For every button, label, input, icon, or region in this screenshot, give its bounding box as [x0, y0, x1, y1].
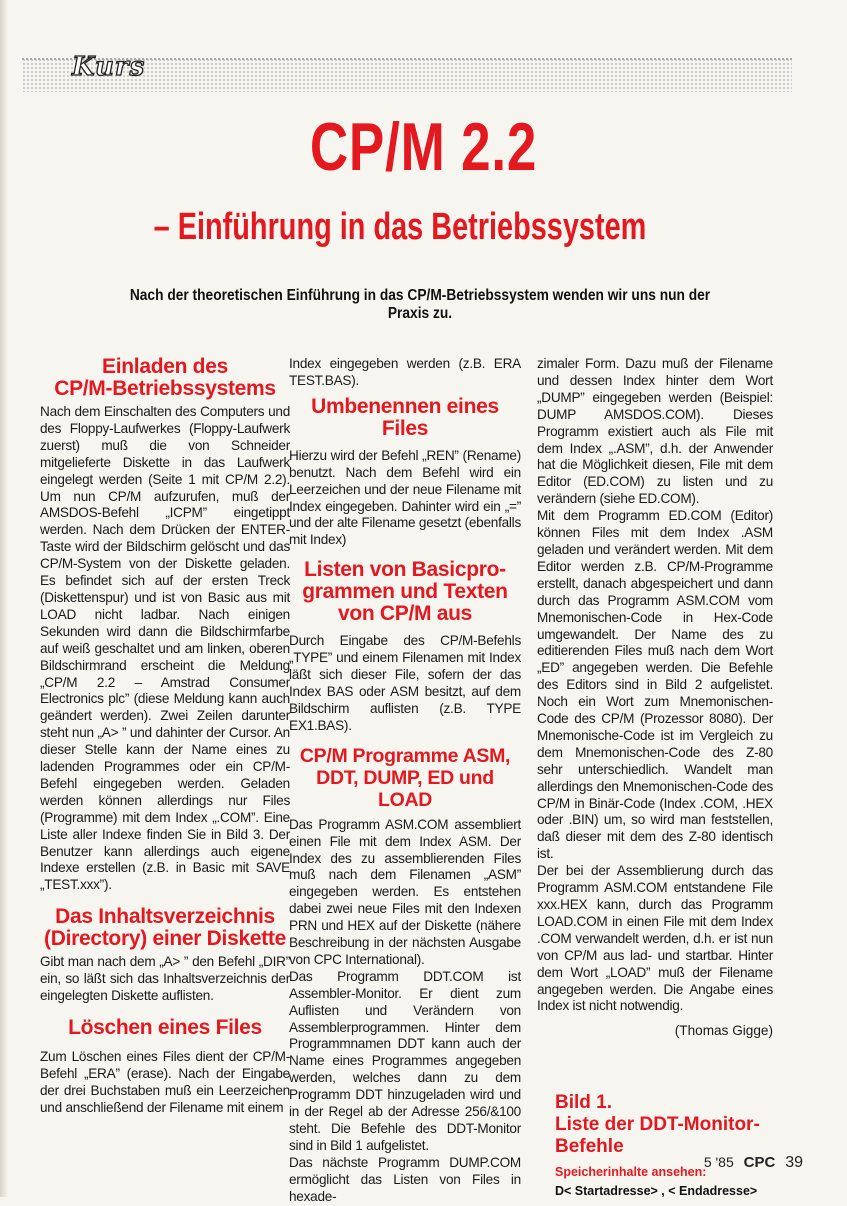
paragraph-dump: Das nächste Programm DUMP.COM ermöglicht das Listen von Files in hexade-	[289, 1154, 521, 1204]
paragraph-ed: Mit dem Programm ED.COM (Editor) können Files mit dem Index .ASM geladen und verändert werden. Mit dem Editor werden z.B. CP/M-Programme erstellt, danach abgespeichert und dann durch das Programm ASM.COM vom Mnemonischen-Code in Hex-Code umgewandelt. Der Name des zu editierenden Files muß nach dem Wort „ED” angegeben werden. Die Befehle des Editors sind in Bild 2 aufgelistet. Noch ein Wort zum Mnemonischen-Code des CP/M (Prozessor 8080). Der Mnemonische-Code ist im Vergleich zu dem Mnemonischen-Code des Z-80 sehr unterschiedlich. Wandelt man allerdings den Mnemonischen-Code des CP/M in Binär-Code (Index .COM, .HEX oder .BIN) um, so wird man feststellen, daß dieser mit dem des Z-80 identisch ist.	[537, 508, 773, 862]
paragraph-load: Der bei der Assemblierung durch das Programm ASM.COM entstandene File xxx.HEX kann, durch das Programm LOAD.COM in einen File mit dem Index .COM verwandelt werden, d.h. er ist nun von CP/M aus lad- und startbar. Hinter dem Wort „LOAD” muß der Filename angegeben werden. Die Angabe eines Index ist nicht notwendig.	[537, 863, 773, 1014]
heading-line: grammen und Texten	[302, 580, 508, 604]
figure-1-title: Befehle	[555, 1136, 624, 1158]
heading-umbenennen	[289, 396, 521, 440]
paragraph-dump-cont: zimaler Form. Dazu muß der Filename und dessen Index hinter dem Wort „DUMP” eingegeben werden (Beispiel: DUMP AMSDOS.COM). Dieses Programm existiert auch als File mit dem Index „.ASM”, d.h. der Anwender hat die Möglichkeit diesen, File mit dem Editor (ED.COM) zu listen und zu verändern (siehe ED.COM).	[537, 356, 773, 507]
paragraph-listen: Durch Eingabe des CP/M-Befehls „TYPE” und einem Filenamen mit Index läßt sich dieser File, sofern der das Index BAS oder ASM besitzt, auf dem Bildschirm auflisten (z.B. TYPE EX1.BAS).	[289, 633, 521, 733]
article-lead: Nach der theoretischen Einführung in das CP/M-Betriebssystem wenden wir uns nun der Praxis zu.	[129, 287, 711, 322]
heading-line: Das Inhaltsverzeichnis	[55, 905, 275, 929]
text-column-2	[289, 356, 521, 1206]
figure-1-title: Liste der DDT-Monitor-	[555, 1114, 760, 1136]
heading-line: Umbenennen eines Files	[311, 394, 499, 440]
paragraph-umbenennen: Hierzu wird der Befehl „REN” (Rename) benutzt. Nach dem Befehl wird ein Leerzeichen und der neue Filename mit Index eingegeben. Dahinter wird ein „=” und der alte Filename gesetzt (ebenfalls mit Index)	[289, 447, 521, 548]
heading-line: Löschen eines Files	[68, 1016, 262, 1039]
paragraph-einladen: Nach dem Einschalten des Computers und des Floppy-Laufwerkes (Floppy-Laufwerk zuerst) muß die von Schneider mitgelieferte Diskette in das Laufwerk eingelegt werden (Seite 1 mit CP/M 2.2). Um nun CP/M aufzurufen, muß der AMSDOS-Befehl „ICPM” eingetippt werden. Nach dem Drücken der ENTER-Taste wird der Bildschirm gelöscht und das CP/M-System von der Diskette geladen. Es befindet sich auf der ersten Treck (Diskettenspur) und ist von Basic aus mit LOAD nicht ladbar. Nach einigen Sekunden wird dann die Bildschirmfarbe auf weiß geschaltet und am linken, oberen Bildschirmrand erscheint die Meldung „CP/M 2.2 – Amstrad Consumer Electronics plc” (diese Meldung kann auch geändert werden). Zwei Zeilen darunter steht nun „A> ” und dahinter der Cursor. An dieser Stelle kann der Name eines zu ladenden Programmes oder ein CP/M-Befehl eingegeben werden. Geladen werden können allerdings nur Files (Programme) mit dem Index „.COM”. Eine Liste aller Indexe finden Sie in Bild 3. Der Benutzer kann allerdings auch eigene Indexe erstellen (z.B. in Basic mit SAVE „TEST.xxx”).	[40, 404, 290, 893]
heading-programme	[289, 745, 521, 811]
heading-line: von CP/M aus	[337, 602, 473, 626]
heading-line: Listen von Basicpro-	[304, 558, 506, 582]
figure-1-subheading: Speicherinhalte ansehen:	[555, 1165, 707, 1180]
paragraph-directory: Gibt man nach dem „A> ” den Befehl „DIR” ein, so läßt sich das Inhaltsverzeichnis der eingelegten Diskette auflisten.	[40, 954, 290, 1004]
paragraph-loeschen-cont: Index eingegeben werden (z.B. ERA TEST.BAS).	[289, 356, 521, 388]
paragraph-loeschen: Zum Löschen eines Files dient der CP/M-Befehl „ERA” (erase). Nach der Eingabe der drei Buchstaben muß ein Leerzeichen und anschließend der Filename mit einem	[40, 1049, 290, 1115]
heading-line: DDT, DUMP, ED und LOAD	[316, 766, 494, 811]
section-banner	[22, 52, 792, 92]
paragraph-ddt: Das Programm DDT.COM ist Assembler-Monitor. Er dient zum Auflisten und Verändern von Assemblerprogrammen. Hinter dem Programmnamen DDT kann auch der Name eines Programmes angegeben werden, welches dann zu dem Programm DDT hinzugeladen wird und in der Regel ab der Adresse 256/&100 steht. Die Befehle des DDT-Monitor sind in Bild 1 aufgelistet.	[289, 968, 521, 1153]
figure-1-title: Bild 1.	[555, 1092, 613, 1114]
text-column-3	[537, 356, 773, 1200]
heading-line: Einladen des	[102, 355, 228, 378]
heading-line: CP/M-Betriebssystems	[54, 377, 276, 400]
heading-line: (Directory) einer Diskette	[44, 927, 286, 951]
article-subtitle: – Einführung in das Betriebssystem	[153, 206, 647, 248]
page-spine-shadow	[0, 0, 8, 1197]
paragraph-asm: Das Programm ASM.COM assembliert einen File mit dem Index ASM. Der Index des zu assemblierenden Files muß nach dem Filenamen „ASM” eingegeben werden. Es entstehen dabei zwei neue Files mit den Indexen PRN und HEX auf der Diskette (nähere Beschreibung in der nächsten Ausgabe von CPC International).	[289, 816, 521, 967]
heading-line: CP/M Programme ASM,	[299, 744, 511, 767]
heading-listen	[289, 559, 521, 625]
article-title: CP/M 2.2	[309, 109, 538, 185]
heading-einladen	[40, 356, 290, 400]
figure-1-box	[555, 1092, 773, 1200]
heading-directory	[40, 906, 290, 950]
author-signature: (Thomas Gigge)	[674, 1023, 773, 1039]
section-label: Kurs	[72, 52, 146, 82]
issue-date: 5 '85	[703, 1154, 734, 1170]
magazine-brand: CPC	[743, 1154, 776, 1171]
page-number: 39	[785, 1154, 803, 1171]
page-footer	[704, 1154, 803, 1172]
figure-1-command: D< Startadresse> , < Endadresse>	[555, 1184, 758, 1199]
heading-loeschen	[40, 1017, 290, 1039]
text-column-1	[40, 356, 290, 1117]
